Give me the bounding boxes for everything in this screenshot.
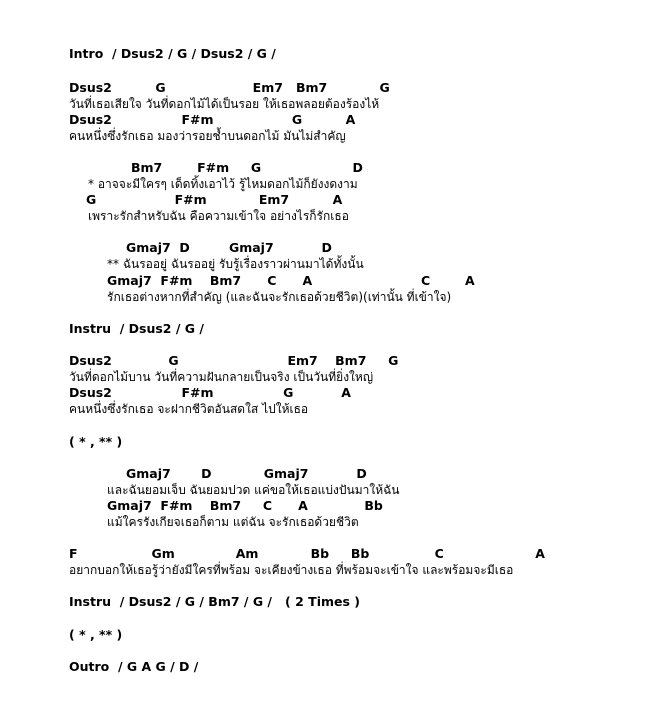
instru-line: Instru / Dsus2 / G / xyxy=(69,321,204,336)
chord-line: Gmaj7 F#m Bm7 C A Bb xyxy=(107,498,383,513)
lyric-line: วันที่ดอกไม้บาน วันที่ความฝันกลายเป็นจริง เป็นวันที่ยิ่งใหญ่ xyxy=(69,370,374,384)
chord-line: G F#m Em7 A xyxy=(86,192,343,207)
chord-line: Gmaj7 D Gmaj7 D xyxy=(126,240,332,255)
chord-line: Dsus2 G Em7 Bm7 G xyxy=(69,80,390,95)
chord-line: Gmaj7 D Gmaj7 D xyxy=(126,466,367,481)
chord-line: Dsus2 F#m G A xyxy=(69,112,356,127)
lyric-line: คนหนึ่งซึ่งรักเธอ จะฝากชีวิตอันสดใส ไปให้เธอ xyxy=(69,402,309,416)
outro-line: Outro / G A G / D / xyxy=(69,659,199,674)
chord-line: Dsus2 G Em7 Bm7 G xyxy=(69,353,399,368)
lyric-line: คนหนึ่งซึ่งรักเธอ มองว่ารอยช้ำบนดอกไม้ มันไม่สำคัญ xyxy=(69,129,346,143)
chord-line: Gmaj7 F#m Bm7 C A C A xyxy=(107,273,475,288)
lyric-line: รักเธอต่างหากที่สำคัญ (และฉันจะรักเธอด้วยชีวิต)(เท่านั้น ที่เข้าใจ) xyxy=(107,290,452,304)
instru-line: Instru / Dsus2 / G / Bm7 / G / ( 2 Times ) xyxy=(69,594,360,609)
repeat-marker: ( * , ** ) xyxy=(69,434,123,449)
lyric-line: และฉันยอมเจ็บ ฉันยอมปวด แค่ขอให้เธอแบ่งปันมาให้ฉัน xyxy=(107,483,400,497)
lyric-line: * อาจจะมีใครๆ เด็ดทิ้งเอาไว้ รู้ไหมดอกไม้ก็ยังงดงาม xyxy=(88,177,358,191)
lyric-line: ** ฉันรออยู่ ฉันรออยู่ รับรู้เรื่องราวผ่านมาได้ทั้งนั้น xyxy=(107,257,364,271)
repeat-marker: ( * , ** ) xyxy=(69,627,123,642)
lyric-line: แม้ใครรังเกียจเธอก็ตาม แต่ฉัน จะรักเธอด้วยชีวิต xyxy=(107,515,359,529)
chord-line: Dsus2 F#m G A xyxy=(69,385,351,400)
chord-line: Bm7 F#m G D xyxy=(131,160,363,175)
lyric-line: วันที่เธอเสียใจ วันที่ดอกไม้ได้เป็นรอย ให้เธอพลอยต้องร้องไห้ xyxy=(69,97,380,111)
intro-line: Intro / Dsus2 / G / Dsus2 / G / xyxy=(69,46,276,61)
chord-line: F Gm Am Bb Bb C A xyxy=(69,546,545,561)
lyric-line: อยากบอกให้เธอรู้ว่ายังมีใครที่พร้อม จะเคียงข้างเธอ ที่พร้อมจะเข้าใจ และพร้อมจะมีเธอ xyxy=(69,563,514,577)
lyric-line: เพราะรักสำหรับฉัน คือความเข้าใจ อย่างไรก็รักเธอ xyxy=(88,209,349,223)
